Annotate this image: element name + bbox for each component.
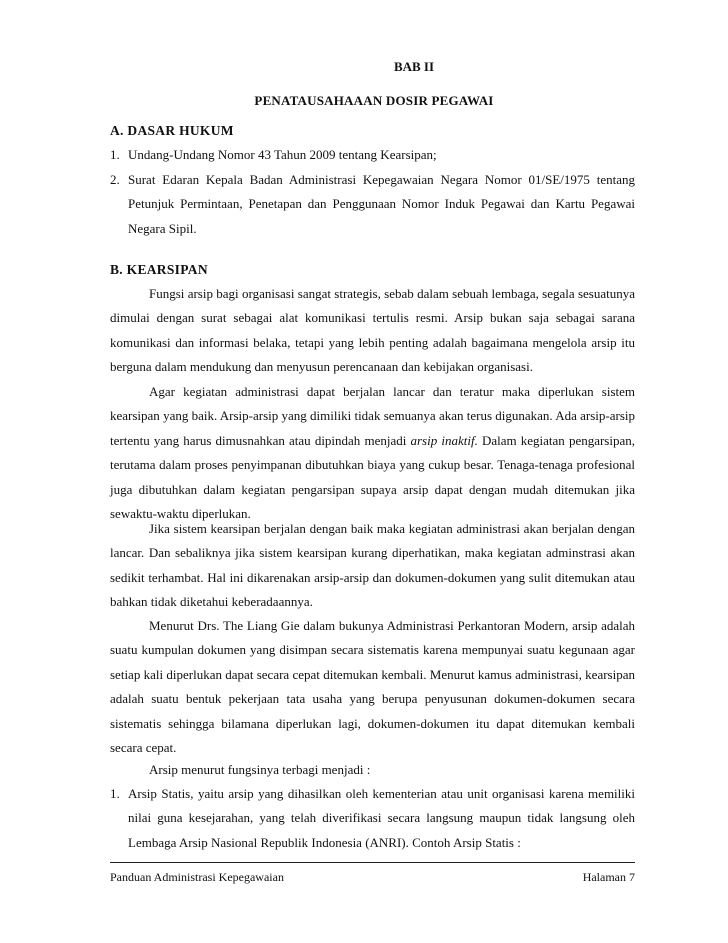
page-number: Halaman 7 [582, 870, 635, 884]
chapter-heading: BAB II [393, 59, 435, 74]
paragraph [110, 380, 635, 526]
page-title: PENATAUSAHAAAN DOSIR PEGAWAI [254, 93, 494, 108]
paragraph: Menurut Drs. The Liang Gie dalam bukunya Administrasi Perkantoran Modern, arsip adalah suatu kumpulan dokumen yang disimpan secara sistematis karena mempunyai suatu kegunaan agar setiap kali diperlukan dapat secara cepat ditemukan kembali. Menurut kamus administrasi, kearsipan adalah suatu bentuk pekerjaan tata usaha yang berupa penyusunan dokumen-dokumen secara sistematis sehingga bilamana diperlukan lagi, dokumen-dokumen itu dapat ditemukan kembali secara cepat. [110, 618, 635, 756]
list-item-text: Surat Edaran Kepala Badan Administrasi Kepegawaian Negara Nomor 01/SE/1975 tentang Petunjuk Permintaan, Penetapan dan Penggunaan Nomor Induk Pegawai dan Kartu Pegawai Negara Sipil. [128, 172, 635, 236]
list-item-number: 1. [110, 786, 120, 801]
list-item [110, 168, 635, 241]
paragraph: Fungsi arsip bagi organisasi sangat strategis, sebab dalam sebuah lembaga, segala sesuatunya dimulai dengan surat sebagai alat komunikasi tertulis resmi. Arsip bukan saja sebagai sarana komunikasi dan informasi belaka, tetapi yang lebih penting adalah bagaimana mengelola arsip itu berguna dalam mendukung dan menyusun perencanaan dan kebijakan organisasi. [110, 286, 635, 375]
list-item-text: Arsip Statis, yaitu arsip yang dihasilkan oleh kementerian atau unit organisasi karena memiliki nilai guna kesejarahan, yang telah diverifikasi secara langsung maupun tidak langsung oleh Lembaga Arsip Nasional Republik Indonesia (ANRI). Contoh Arsip Statis : [128, 786, 635, 850]
section-b-heading: B. KEARSIPAN [110, 262, 208, 277]
list-item-number: 2. [110, 172, 120, 187]
paragraph-text: Dalam kegiatan pengarsipan, terutama dalam proses penyimpanan dibutuhkan biaya yang cukup besar. Tenaga-tenaga profesional juga dibutuhkan dalam kegiatan pengarsipan supaya arsip dapat dengan mudah ditemukan jika sewaktu-waktu diperlukan. [110, 432, 635, 522]
paragraph: Jika sistem kearsipan berjalan dengan baik maka kegiatan administrasi akan berjalan dengan lancar. Dan sebaliknya jika sistem kearsipan kurang diperhatikan, maka kegiatan adminstrasi akan sedikit terhambat. Hal ini dikarenakan arsip-arsip dan dokumen-dokumen yang sulit ditemukan atau bahkan tidak diketahui keberadaannya. [110, 521, 635, 610]
list-item-text: Undang-Undang Nomor 43 Tahun 2009 tentang Kearsipan; [128, 147, 437, 162]
section-a-heading: A. DASAR HUKUM [110, 123, 234, 138]
paragraph-text: Agar kegiatan administrasi dapat berjalan lancar dan teratur maka diperlukan sistem kearsipan yang baik. Arsip-arsip yang dimiliki tidak semuanya akan terus digunakan. Ada arsip-arsip tertentu yang harus dimusnahkan atau dipindah menjadi [110, 384, 635, 448]
paragraph: Arsip menurut fungsinya terbagi menjadi : [149, 762, 371, 777]
footer-title: Panduan Administrasi Kepegawaian [110, 870, 284, 884]
list-item [110, 143, 635, 167]
list-item [110, 782, 635, 855]
footer-divider [110, 862, 635, 863]
italic-term: arsip inaktif. [410, 432, 478, 448]
list-item-number: 1. [110, 147, 120, 162]
